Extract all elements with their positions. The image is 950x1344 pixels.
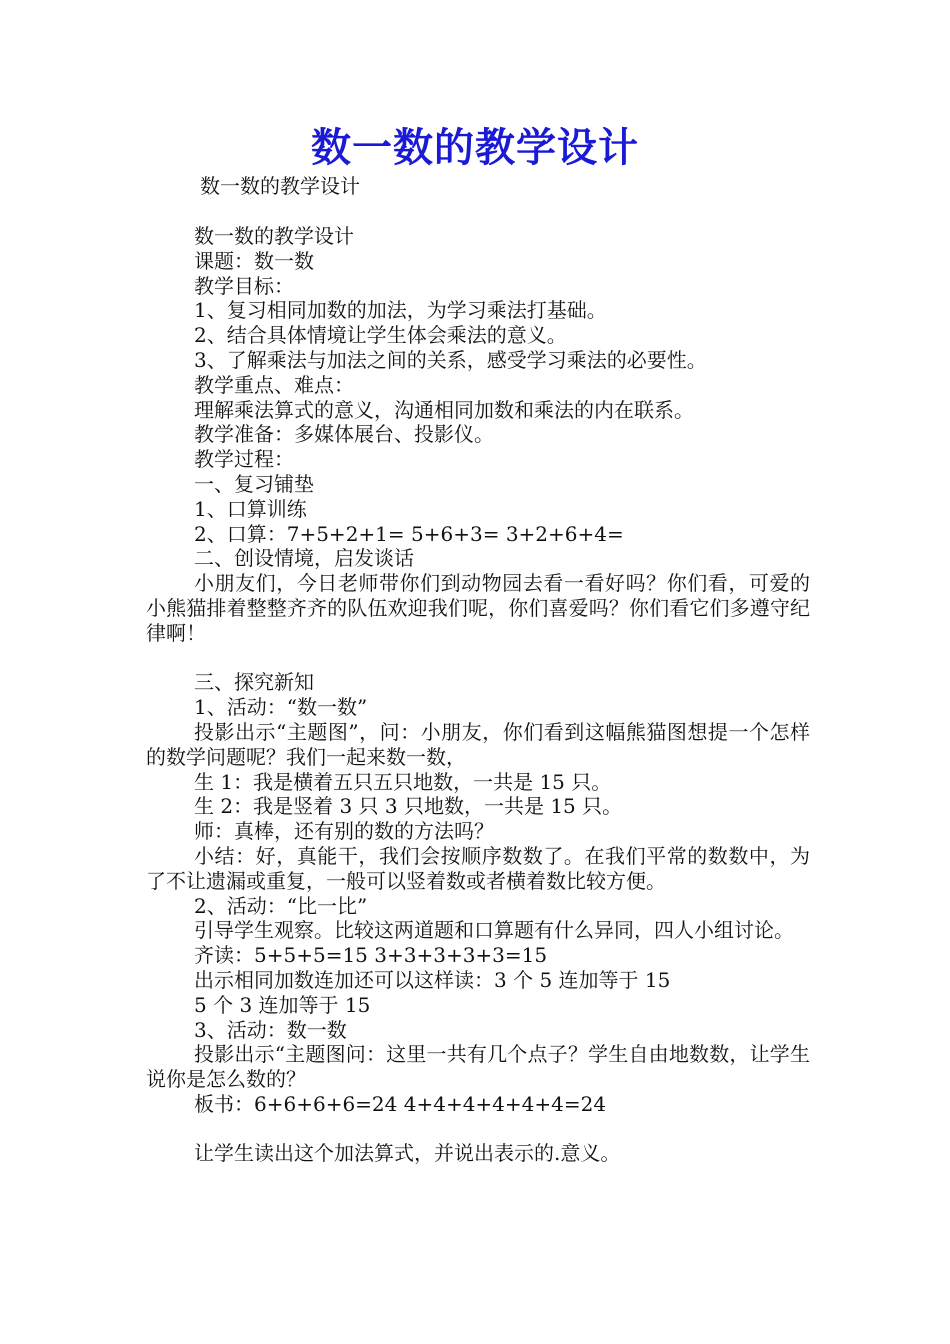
paragraph: 3、活动：数一数: [194, 1017, 347, 1042]
paragraph: 一、复习铺垫: [194, 471, 314, 496]
paragraph: 教学过程：: [194, 447, 294, 472]
document-title: 数一数的教学设计: [311, 125, 639, 171]
paragraph: 引导学生观察。比较这两道题和口算题有什么异同，四人小组讨论。: [194, 918, 794, 943]
blank-line: [146, 1117, 810, 1142]
paragraph: 小朋友们，今日老师带你们到动物园去看一看好吗？你们看，可爱的小熊猫排着整整齐齐的队伍欢迎我们呢，你们喜爱吗？你们看它们多遵守纪律啊！: [146, 571, 810, 645]
paragraph: 生 1：我是横着五只五只地数，一共是 15 只。: [194, 769, 612, 794]
paragraph: 齐读：5+5+5=15 3+3+3+3+3=15: [194, 943, 548, 968]
paragraph: 教学重点、难点：: [194, 372, 354, 397]
paragraph: 小结：好，真能干，我们会按顺序数数了。在我们平常的数数中，为了不让遗漏或重复，一般可以竖着数或者横着数比较方便。: [146, 843, 810, 893]
paragraph: 让学生读出这个加法算式，并说出表示的.意义。: [194, 1141, 621, 1166]
paragraph: 三、探究新知: [194, 670, 314, 695]
paragraph: 5 个 3 连加等于 15: [194, 992, 371, 1017]
paragraph: 2、活动：“比一比”: [194, 893, 368, 918]
paragraph: 出示相同加数连加还可以这样读：3 个 5 连加等于 15: [194, 967, 671, 992]
paragraph: 教学目标：: [194, 273, 294, 298]
paragraph: 数一数的教学设计: [194, 224, 354, 248]
document-subtitle: 数一数的教学设计: [200, 174, 360, 198]
paragraph: 1、活动：“数一数”: [194, 695, 368, 720]
document-body: [146, 224, 810, 1166]
paragraph: 投影出示“主题图问：这里一共有几个点子？学生自由地数数，让学生说你是怎么数的？: [146, 1042, 810, 1092]
paragraph: 二、创设情境，启发谈话: [194, 546, 414, 571]
paragraph: 板书：6+6+6+6=24 4+4+4+4+4+4=24: [194, 1091, 607, 1116]
paragraph: 1、复习相同加数的加法，为学习乘法打基础。: [194, 298, 607, 323]
paragraph: 理解乘法算式的意义，沟通相同加数和乘法的内在联系。: [194, 397, 694, 422]
paragraph: 师：真棒，还有别的数的方法吗？: [194, 819, 494, 844]
paragraph: 生 2：我是竖着 3 只 3 只地数，一共是 15 只。: [194, 794, 623, 819]
paragraph: 1、口算训练: [194, 496, 307, 521]
blank-line: [146, 646, 810, 671]
paragraph: 课题：数一数: [194, 248, 314, 273]
paragraph: 2、结合具体情境让学生体会乘法的意义。: [194, 323, 567, 348]
paragraph: 2、口算：7+5+2+1= 5+6+3= 3+2+6+4=: [194, 521, 624, 546]
paragraph: 3、了解乘法与加法之间的关系，感受学习乘法的必要性。: [194, 347, 707, 372]
paragraph: 教学准备：多媒体展台、投影仪。: [194, 422, 494, 447]
paragraph: 投影出示“主题图”，问：小朋友，你们看到这幅熊猫图想提一个怎样的数学问题呢？我们一起来数一数，: [146, 719, 810, 769]
